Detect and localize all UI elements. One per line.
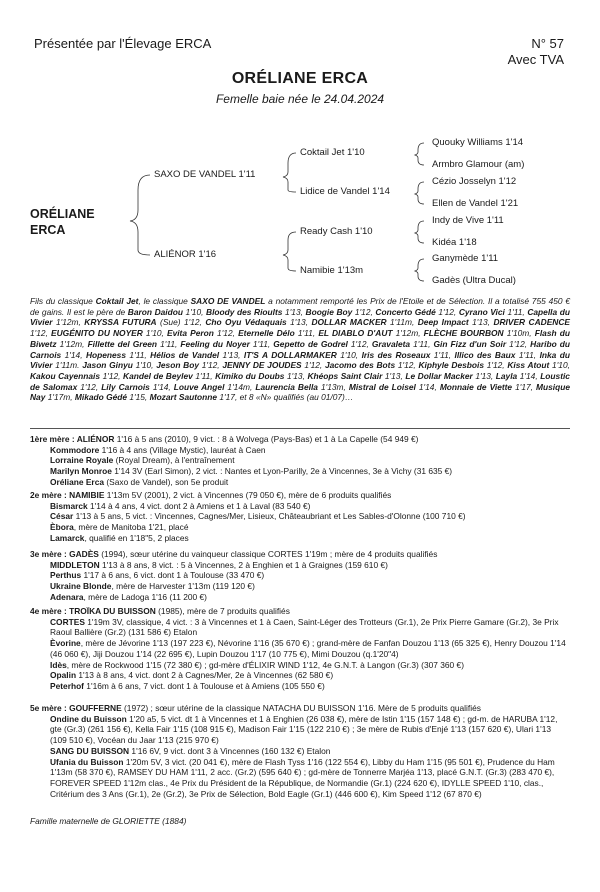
offspring-name: Khéops Saint Clair <box>307 370 383 381</box>
produce-name: Lamarck <box>50 532 85 543</box>
text-run: 1'11m. <box>52 360 83 371</box>
text-run: 1'12, <box>352 306 376 317</box>
text-run: 1'12, <box>77 381 102 392</box>
produce-line <box>30 445 570 456</box>
text-run: 1'12, <box>506 338 531 349</box>
offspring-name: Kiss Atout <box>507 360 550 371</box>
produce-name: Peterhof <box>50 680 84 691</box>
text-run: 1'10, <box>142 328 167 339</box>
offspring-name: FLÈCHE BOURBON <box>423 328 504 339</box>
offspring-name: Iris des Roseaux <box>361 349 431 360</box>
text-run: 1'14, <box>517 370 541 381</box>
offspring-name: Le Dollar Macker <box>405 370 473 381</box>
text-run: 1'12m, <box>56 338 88 349</box>
produce-line <box>30 511 570 522</box>
dam-rank: 3e mère : <box>30 549 70 559</box>
offspring-name: Boogie Boy <box>305 306 353 317</box>
offspring-name: SAXO DE VANDEL <box>190 296 266 306</box>
offspring-name: Baron Daidou <box>127 306 183 317</box>
offspring-name: Layla <box>495 370 518 381</box>
produce-record: , mère de Rockwood 1'15 (72 380 €) ; gd-mère d'ÉLIXIR WIND 1'12, 4e G.N.T. à Langon (Gr.3) (307 360 €) <box>66 659 464 670</box>
produce-line <box>30 681 570 692</box>
text-run: 1'11m, <box>386 317 418 328</box>
offspring-name: Evita Peron <box>166 328 214 339</box>
pedigree-dsd: Kidéa 1'18 <box>432 237 477 248</box>
page-subtitle: Femelle baie née le 24.04.2024 <box>215 92 385 106</box>
text-run: 1'13, <box>219 349 244 360</box>
produce-line <box>30 746 570 757</box>
produce-name: Kommodore <box>50 444 100 455</box>
offspring-name: Jason Ginyu <box>82 360 133 371</box>
offspring-name: Lily Carnois <box>101 381 150 392</box>
text-run: 1'14, <box>61 349 86 360</box>
pedigree-dds: Ganymède 1'11 <box>432 253 499 264</box>
offspring-name: Fillette del Green <box>87 338 157 349</box>
produce-name: CORTES <box>50 616 85 627</box>
produce-name: Èvorine <box>50 638 81 649</box>
offspring-name: Coktail Jet <box>95 296 139 306</box>
produce-record: 1'14 à 4 ans, 4 vict. dont 2 à Amiens et 1 à Laval (83 540 €) <box>87 500 311 511</box>
produce-name: Èbora <box>50 522 74 533</box>
brace-main <box>130 175 150 255</box>
produce-line <box>30 581 570 592</box>
produce-name: MIDDLETON <box>50 559 100 570</box>
dam-name: NAMIBIE <box>69 490 105 500</box>
text-run: 1'13m, <box>317 381 349 392</box>
offspring-name: Mikado Gédé <box>74 392 128 403</box>
text-run: 1'11, <box>294 328 319 339</box>
brace-sd <box>415 182 424 204</box>
produce-name: César <box>50 511 74 522</box>
produce-line <box>30 670 570 681</box>
text-run: 1'12m, <box>52 317 85 328</box>
divider <box>30 428 570 429</box>
offspring-name: Eternelle Délo <box>238 328 295 339</box>
offspring-name: Mistral de Loisel <box>348 381 416 392</box>
dam-rank: 4e mère : <box>30 606 70 616</box>
dam-record: (1994), sœur utérine du vainqueur classique CORTES 1'19m ; mère de 4 produits qualifiés <box>98 549 438 559</box>
pedigree-ssd: Armbro Glamour (am) <box>432 159 525 170</box>
text-run: 1'13, <box>284 370 308 381</box>
produce-record: (Royal Dream), à l'entraînement <box>113 455 235 466</box>
sire-description <box>30 296 570 403</box>
produce-name: Perthus <box>50 570 82 581</box>
dam-name: GOUFFERNE <box>69 703 122 713</box>
produce-record: , mère de Harvester 1'13m (119 120 €) <box>111 581 255 592</box>
offspring-name: Inka du Vivier <box>30 349 570 371</box>
text-run: 1'12, <box>30 328 52 339</box>
offspring-name: Jacomo des Bots <box>324 360 396 371</box>
produce-line <box>30 533 570 544</box>
text-run: 1'11, <box>410 338 434 349</box>
brace-dd <box>415 259 424 281</box>
text-run: 1'12, <box>100 370 124 381</box>
offspring-name: Feeling du Noyer <box>180 338 250 349</box>
second-dam-section <box>30 490 570 544</box>
produce-name: Bismarck <box>50 500 88 511</box>
lot-number: N° 57 <box>531 36 564 51</box>
dam-record: (1985), mère de 7 produits qualifiés <box>155 606 290 616</box>
produce-record: 1'19m 3V, classique, 4 vict. : 3 à Vincennes et 1 à Caen, Saint-Léger des Trotteurs (Gr.1), 2e Prix Pierre Gamare (Gr.2), 3e Prix Raoul Ballière (Gr.2) (131 586 €) Etalon <box>50 616 559 638</box>
produce-line <box>30 592 570 603</box>
produce-record: 1'13 à 8 ans, 8 vict. : 5 à Vincennes, 2 à Enghien et 1 à Graignes (159 610 €) <box>99 559 388 570</box>
produce-record: 1'16 à 4 ans (Village Mystic), lauréat à Caen <box>99 444 266 455</box>
horse-name-line2: ERCA <box>30 223 66 237</box>
pedigree-sire: SAXO DE VANDEL 1'11 <box>154 169 256 180</box>
text-run: a notamment remporté les Prix de l'Etoile et de Sélection. Il a totalisé 755 450 € de gains. Il est le père de <box>30 296 570 317</box>
dam-rank: 1ère mère : <box>30 434 77 444</box>
produce-name: Adenara <box>50 591 84 602</box>
offspring-name: Laurencia Bella <box>255 381 318 392</box>
dam-heading <box>30 703 570 714</box>
produce-record: 1'17 à 6 ans, 6 vict. dont 1 à Toulouse (33 470 €) <box>81 570 265 581</box>
offspring-name: Hopeness <box>85 349 126 360</box>
produce-record: 1'20m 5V, 3 vict. (20 041 €), mère de Flash Tyss 1'16 (122 554 €), Libby du Ham 1'15 (95 501 €), Prudence du Ham 1'13m (58 370 €), RAMSEY DU HAM 1'11, 2 acc. (Gr.2) (595 640 €) ; gd-mère de Tonnerre Marjéa 1'13, placé G.N.T. (Gr.3) (283 470 €), FOREVER SPEED 1'12m clas., 4e Prix du Président de la République, de Normandie (Gr.1) (224 620 €), IDYLLE SPEED 1'10, clas., Critérium des 3 Ans (Gr.1), 2e (Gr.2), 3e Prix de Sélection, Bold Eagle (Gr.1) (446 600 €), Kim Speed 1'12 (67 870 €) <box>50 756 555 799</box>
offspring-name: Concerto Gédé <box>375 306 436 317</box>
offspring-name: DOLLAR MACKER <box>311 317 387 328</box>
dam-record: 1'16 à 5 ans (2010), 9 vict. : 8 à Wolvega (Pays-Bas) et 1 à La Capelle (54 949 €) <box>114 434 419 444</box>
first-dam-section <box>30 434 570 488</box>
pedigree-ds: Ready Cash 1'10 <box>300 226 373 237</box>
produce-record: 1'13 à 8 ans, 4 vict. dont 2 à Cagnes/Mer, 2e à Vincennes (62 580 €) <box>76 670 334 681</box>
text-run: 1'10, <box>549 360 570 371</box>
produce-line <box>30 617 570 638</box>
text-run: 1'10, <box>336 349 362 360</box>
produce-name: Opalin <box>50 670 77 681</box>
pedigree-dd: Namibie 1'13m <box>300 265 364 276</box>
text-run: 1'17, <box>512 381 537 392</box>
produce-name: Ufania du Buisson <box>50 756 124 767</box>
text-run: 1'13, <box>286 317 312 328</box>
offspring-name: JENNY DE JOUDES <box>222 360 302 371</box>
offspring-name: Cho Oyu Védaquais <box>205 317 287 328</box>
offspring-name: Kakou Cayennais <box>30 370 101 381</box>
produce-line <box>30 477 570 488</box>
produce-record: 1'16m à 6 ans, 7 vict. dont 1 à Toulouse et à Amiens (105 550 €) <box>83 680 325 691</box>
produce-record: (Saxo de Vandel), son 5e produit <box>104 476 229 487</box>
text-run: 1'12, <box>301 360 325 371</box>
text-run: 1'17m, <box>45 392 75 403</box>
produce-line <box>30 714 570 746</box>
dam-heading <box>30 434 570 445</box>
text-run: 1'12m, <box>392 328 424 339</box>
produce-line <box>30 455 570 466</box>
produce-name: Lorraine Royale <box>50 455 114 466</box>
text-run: 1'15, <box>127 392 150 403</box>
offspring-name: Gravaleta <box>371 338 411 349</box>
fifth-dam-section <box>30 703 570 799</box>
offspring-name: Flash du Biwetz <box>30 328 570 349</box>
produce-record: 1'14 3V (Earl Simon), 2 vict. : Nantes et Lyon-Parilly, 2e à Vincennes, 3e à Vichy (31 635 €) <box>111 466 453 477</box>
dam-record: (1972) ; sœur utérine de la classique NATACHA DU BUISSON 1'16. Mère de 5 produits qualifiés <box>121 703 481 713</box>
offspring-name: Deep Impact <box>417 317 469 328</box>
produce-name: SANG DU BUISSON <box>50 745 130 756</box>
horse-name-line1: ORÉLIANE <box>30 207 95 221</box>
text-run: 1'11, <box>504 306 528 317</box>
text-run: 1'14m, <box>224 381 256 392</box>
dam-heading <box>30 606 570 617</box>
pedigree-dss: Indy de Vive 1'11 <box>432 215 504 226</box>
dam-name: ALIÉNOR <box>76 434 115 444</box>
text-run: , le classique <box>138 296 191 306</box>
text-run: 1'13, <box>282 306 306 317</box>
text-run: 1'12, <box>435 306 459 317</box>
pedigree-sds: Cézio Josselyn 1'12 <box>432 176 517 187</box>
pedigree-dam: ALIÉNOR 1'16 <box>154 249 217 260</box>
dam-name: GADÈS <box>69 549 99 559</box>
produce-name: Ukraine Blonde <box>50 581 112 592</box>
offspring-name: EUGÉNITO DU NOYER <box>51 328 143 339</box>
lot-info <box>508 36 564 68</box>
produce-record: , mère de Ladoga 1'16 (11 200 €) <box>83 591 207 602</box>
brace-sire <box>283 153 296 192</box>
offspring-name: Kandel de Beylev <box>123 370 193 381</box>
offspring-name: Kiphyle Desbois <box>418 360 485 371</box>
text-run: 1'10, <box>132 360 157 371</box>
brace-ss <box>415 143 424 165</box>
dam-heading <box>30 549 570 560</box>
pedigree-sss: Quouky Williams 1'14 <box>432 137 524 148</box>
text-run: 1'10, <box>182 306 207 317</box>
offspring-name: Gepetto de Godrel <box>273 338 348 349</box>
text-run: 1'13, <box>382 370 406 381</box>
text-run: 1'11, <box>157 338 181 349</box>
fourth-dam-section <box>30 606 570 692</box>
brace-ds <box>415 221 424 243</box>
produce-line <box>30 638 570 659</box>
offspring-name: Haribo du Carnois <box>30 338 570 360</box>
offspring-name: Cyrano Vici <box>458 306 505 317</box>
text-run: 1'12, <box>484 360 508 371</box>
produce-line <box>30 757 570 800</box>
produce-name: Idès <box>50 659 67 670</box>
produce-line <box>30 660 570 671</box>
presenter-label: Présentée par l'Élevage ERCA <box>34 36 212 51</box>
produce-name: Oréliane Erca <box>50 476 105 487</box>
dam-record: 1'13m 5V (2001), 2 vict. à Vincennes (79 050 €), mère de 6 produits qualifiés <box>104 490 392 500</box>
offspring-name: Loustic de Salomax <box>30 370 570 392</box>
text-run: 1'11, <box>515 349 540 360</box>
text-run: 1'14, <box>415 381 440 392</box>
brace-dam <box>283 232 296 271</box>
offspring-name: KRYSSA FUTURA <box>84 317 157 328</box>
text-run: 1'11, <box>430 349 455 360</box>
dam-rank: 5e mère : <box>30 703 70 713</box>
text-run: 1'13, <box>472 370 496 381</box>
produce-line <box>30 522 570 533</box>
tax-label: Avec TVA <box>507 52 564 67</box>
produce-line <box>30 570 570 581</box>
offspring-name: Illico des Baux <box>454 349 516 360</box>
offspring-name: Gin Fizz d'un Soir <box>433 338 507 349</box>
offspring-name: Louve Angel <box>173 381 225 392</box>
offspring-name: Hélios de Vandel <box>150 349 220 360</box>
dam-name: TROÏKA DU BUISSON <box>69 606 156 616</box>
produce-record: 1'13 à 5 ans, 5 vict. : Vincennes, Cagnes/Mer, Lisieux, Châteaubriant et Les Sables-d'Olonne (100 710 €) <box>73 511 466 522</box>
maternal-family: Famille maternelle de GLORIETTE (1884) <box>30 816 187 826</box>
produce-record: 1'20 a5, 5 vict. dt 1 à Vincennes et 1 à Enghien (26 038 €), mère de Istin 1'15 (157 148 €) ; gd-m. de HARUBA 1'12, gte (Gr.3) (261 156 €), Kella Fair 1'15 (108 915 €), Madison Fair 1'15 (122 210 €) ; 3e mère de Rubis d'Enjé 1'13 (157 620 €), Ulari 1'13 (109 510 €), Vocéan du Jaar 1'13 (215 970 €) <box>50 713 558 746</box>
pedigree-ss: Coktail Jet 1'10 <box>300 147 365 158</box>
text-run: 1'12, <box>213 328 239 339</box>
horse-name <box>30 206 95 238</box>
produce-record: , mère de Manitoba 1'21, placé <box>73 522 189 533</box>
produce-name: Ondine du Buisson <box>50 713 127 724</box>
pedigree-ddd: Gadès (Ultra Ducal) <box>432 275 516 286</box>
text-run: 1'13, <box>468 317 494 328</box>
offspring-name: Mozart Sautonne <box>149 392 218 403</box>
text-run: 1'11, <box>126 349 151 360</box>
offspring-name: Bloody des Rioults <box>206 306 283 317</box>
offspring-name: Jeson Boy <box>156 360 199 371</box>
offspring-name: Musique Nay <box>30 381 570 403</box>
produce-record: , mère de Jévorine 1'13 (197 223 €), Névorine 1'16 (35 670 €) ; grand-mère de Fanfan Douzou 1'13 (65 325 €), Henry Douzou 1'14 (46 060 €), Jiji Douzou 1'14 (22 695 €), Lupin Douzou 1'17 (10 775 €), Mimi Douzou (q.1'20"4) <box>50 638 566 659</box>
text-run: 1'12, <box>395 360 419 371</box>
text-run: 1'14, <box>149 381 174 392</box>
offspring-name: Monnaie de Viette <box>439 381 513 392</box>
produce-name: Marilyn Monroe <box>50 466 112 477</box>
produce-record: 1'16 6V, 9 vict. dont 3 à Vincennes (160 132 €) Etalon <box>129 745 331 756</box>
produce-record: , qualifié en 1'18"5, 2 places <box>84 532 189 543</box>
pedigree-sd: Lidice de Vandel 1'14 <box>300 186 390 197</box>
produce-line <box>30 466 570 477</box>
offspring-name: IT'S A DOLLARMAKER <box>243 349 337 360</box>
offspring-name: DRIVER CADENCE <box>493 317 570 328</box>
third-dam-section <box>30 549 570 603</box>
offspring-name: Capella du Vivier <box>30 306 570 328</box>
offspring-name: EL DIABLO D'AUT <box>318 328 393 339</box>
text-run: (Sue) 1'12, <box>156 317 206 328</box>
text-run: Fils du classique <box>30 296 96 306</box>
text-run: 1'11, <box>249 338 274 349</box>
text-run: 1'10m, <box>503 328 535 339</box>
produce-line <box>30 501 570 512</box>
text-run: 1'17, et 8 «N» qualifiés (au 01/07)… <box>217 392 354 403</box>
dam-heading <box>30 490 570 501</box>
produce-line <box>30 560 570 571</box>
dam-rank: 2e mère : <box>30 490 70 500</box>
text-run: 1'12, <box>198 360 223 371</box>
page-title: ORÉLIANE ERCA <box>231 70 369 87</box>
offspring-name: Kimiko du Doubs <box>215 370 285 381</box>
text-run: 1'11, <box>192 370 216 381</box>
pedigree-sdd: Ellen de Vandel 1'21 <box>432 198 519 209</box>
text-run: 1'12, <box>347 338 372 349</box>
